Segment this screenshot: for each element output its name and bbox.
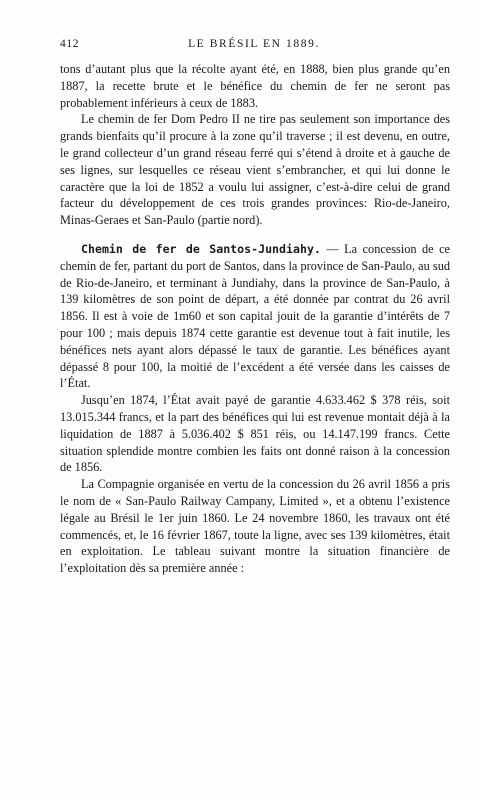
paragraph-compagnie: La Compagnie organisée en vertu de la concession du 26 avril 1856 a pris le nom de « San-Paulo Railway Campany, Limited », et a obtenu l’existence légale au Brésil le 1er juin 1860. Le 24 novembre 1860, les travaux ont été commencés, et, le 16 février 1867, toute la ligne, avec ses 139 kilomètres, était en exploitation. Le tableau suivant montre la situation financière de l’exploitation dès sa première année : — [60, 477, 450, 576]
section-paragraph-text: — La concession de ce chemin de fer, partant du port de Santos, dans la province de San-Paulo, au sud de Rio-de-Janeiro, et terminant à Jundiahy, dans la province de San-Paulo, à 139 kilomètres de son point de départ, a été donnée par contrat du 26 avril 1856. Il est à voie de 1m60 et son capital jouit de la garantie d’intérêts de 7 pour 100 ; mais depuis 1874 cette garantie est devenue tout à fait inutile, les bénéfices nets ayant alors dépassé le taux de garantie. Les bénéfices ayant dépassé 8 pour 100, la moitié de l’excédent a été versée dans les caisses de l’État. — [60, 241, 451, 391]
paragraph-garantie: Jusqu’en 1874, l’État avait payé de garantie 4.633.462 $ 378 réis, soit 13.015.344 francs, et la part des bénéfices qui lui est revenue montait déjà à la liquidation de 1887 à 5.036.402 $ 851 réis, ou 14.147.199 francs. Cette situation splendide montre combien les faits ont donné raison à la concession de 1856. — [60, 393, 450, 475]
section-heading: Chemin de fer de Santos-Jundiahy. — [81, 241, 321, 256]
running-title: LE BRÉSIL EN 1889. — [188, 38, 320, 50]
running-head — [60, 38, 448, 54]
body-text — [60, 61, 450, 577]
paragraph-santos-jundiahy — [60, 241, 450, 392]
paragraph-continuation: tons d’autant plus que la récolte ayant été, en 1888, bien plus grande qu’en 1887, la recette brute et le bénéfice du chemin de fer ne seront pas probablement inférieurs à ceux de 1883. — [60, 62, 450, 110]
paragraph-dom-pedro: Le chemin de fer Dom Pedro II ne tire pas seulement son importance des grands bienfaits qu’il procure à la zone qu’il traverse ; il est devenu, en outre, le grand collecteur d’un grand réseau ferré qui s’étend à droite et à gauche de ses lignes, sur lesquelles ce réseau vient s’embrancher, et qui lui donne le caractère que la loi de 1852 a voulu lui assigner, c’est-à-dire celui de grand facteur du développement de ces trois grandes provinces: Rio-de-Janeiro, Minas-Geraes et San-Paulo (partie nord). — [60, 112, 450, 228]
page-number: 412 — [60, 38, 80, 50]
